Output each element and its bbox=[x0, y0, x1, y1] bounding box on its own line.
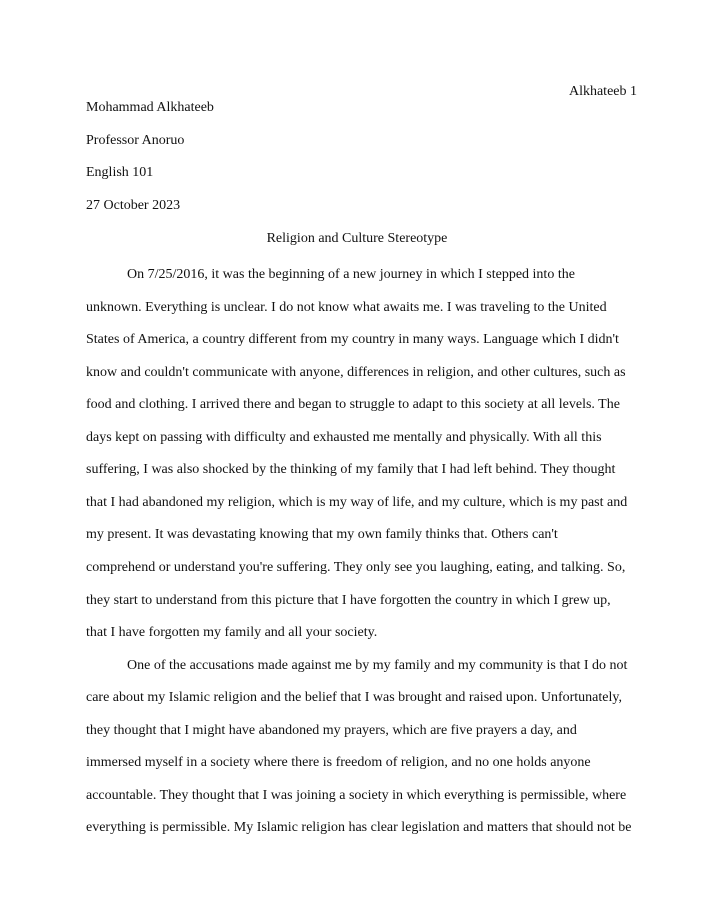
paragraph-1-line: they start to understand from this picture that I have forgotten the country in which I grew up, bbox=[86, 593, 611, 608]
paragraph-2-line: accountable. They thought that I was joining a society in which everything is permissible, where bbox=[86, 788, 627, 803]
paragraph-1-line: that I had abandoned my religion, which is my way of life, and my culture, which is my past and bbox=[86, 495, 628, 510]
running-head: Alkhateeb 1 bbox=[568, 84, 637, 99]
paragraph-2-line: they thought that I might have abandoned my prayers, which are five prayers a day, and bbox=[86, 723, 577, 738]
paragraph-1-line: States of America, a country different from my country in many ways. Language which I didn't bbox=[86, 332, 619, 347]
paragraph-1-line: unknown. Everything is unclear. I do not know what awaits me. I was traveling to the United bbox=[86, 300, 607, 315]
paragraph-2-line: immersed myself in a society where there is freedom of religion, and no one holds anyone bbox=[86, 755, 591, 770]
paragraph-1-line: On 7/25/2016, it was the beginning of a new journey in which I stepped into the bbox=[127, 267, 575, 282]
paragraph-1-line: suffering, I was also shocked by the thinking of my family that I had left behind. They thought bbox=[86, 462, 616, 477]
essay-title: Religion and Culture Stereotype bbox=[266, 231, 448, 246]
paragraph-2-line: care about my Islamic religion and the belief that I was brought and raised upon. Unfortunately, bbox=[86, 690, 622, 705]
paragraph-1-line: know and couldn't communicate with anyone, differences in religion, and other cultures, such as bbox=[86, 365, 626, 380]
paragraph-1-line: that I have forgotten my family and all your society. bbox=[86, 625, 378, 640]
paragraph-2-line: everything is permissible. My Islamic religion has clear legislation and matters that should not be bbox=[86, 820, 632, 835]
date-line: 27 October 2023 bbox=[86, 198, 181, 213]
paragraph-1-line: days kept on passing with difficulty and exhausted me mentally and physically. With all this bbox=[86, 430, 602, 445]
paragraph-1-line: food and clothing. I arrived there and began to struggle to adapt to this society at all levels. The bbox=[86, 397, 620, 412]
author-name: Mohammad Alkhateeb bbox=[86, 100, 214, 115]
course-name: English 101 bbox=[86, 165, 154, 180]
paragraph-1-line: my present. It was devastating knowing that my own family thinks that. Others can't bbox=[86, 527, 558, 542]
instructor-name: Professor Anoruo bbox=[86, 133, 185, 148]
paragraph-2-line: One of the accusations made against me by my family and my community is that I do not bbox=[127, 658, 628, 673]
paragraph-1-line: comprehend or understand you're suffering. They only see you laughing, eating, and talking. So, bbox=[86, 560, 626, 575]
